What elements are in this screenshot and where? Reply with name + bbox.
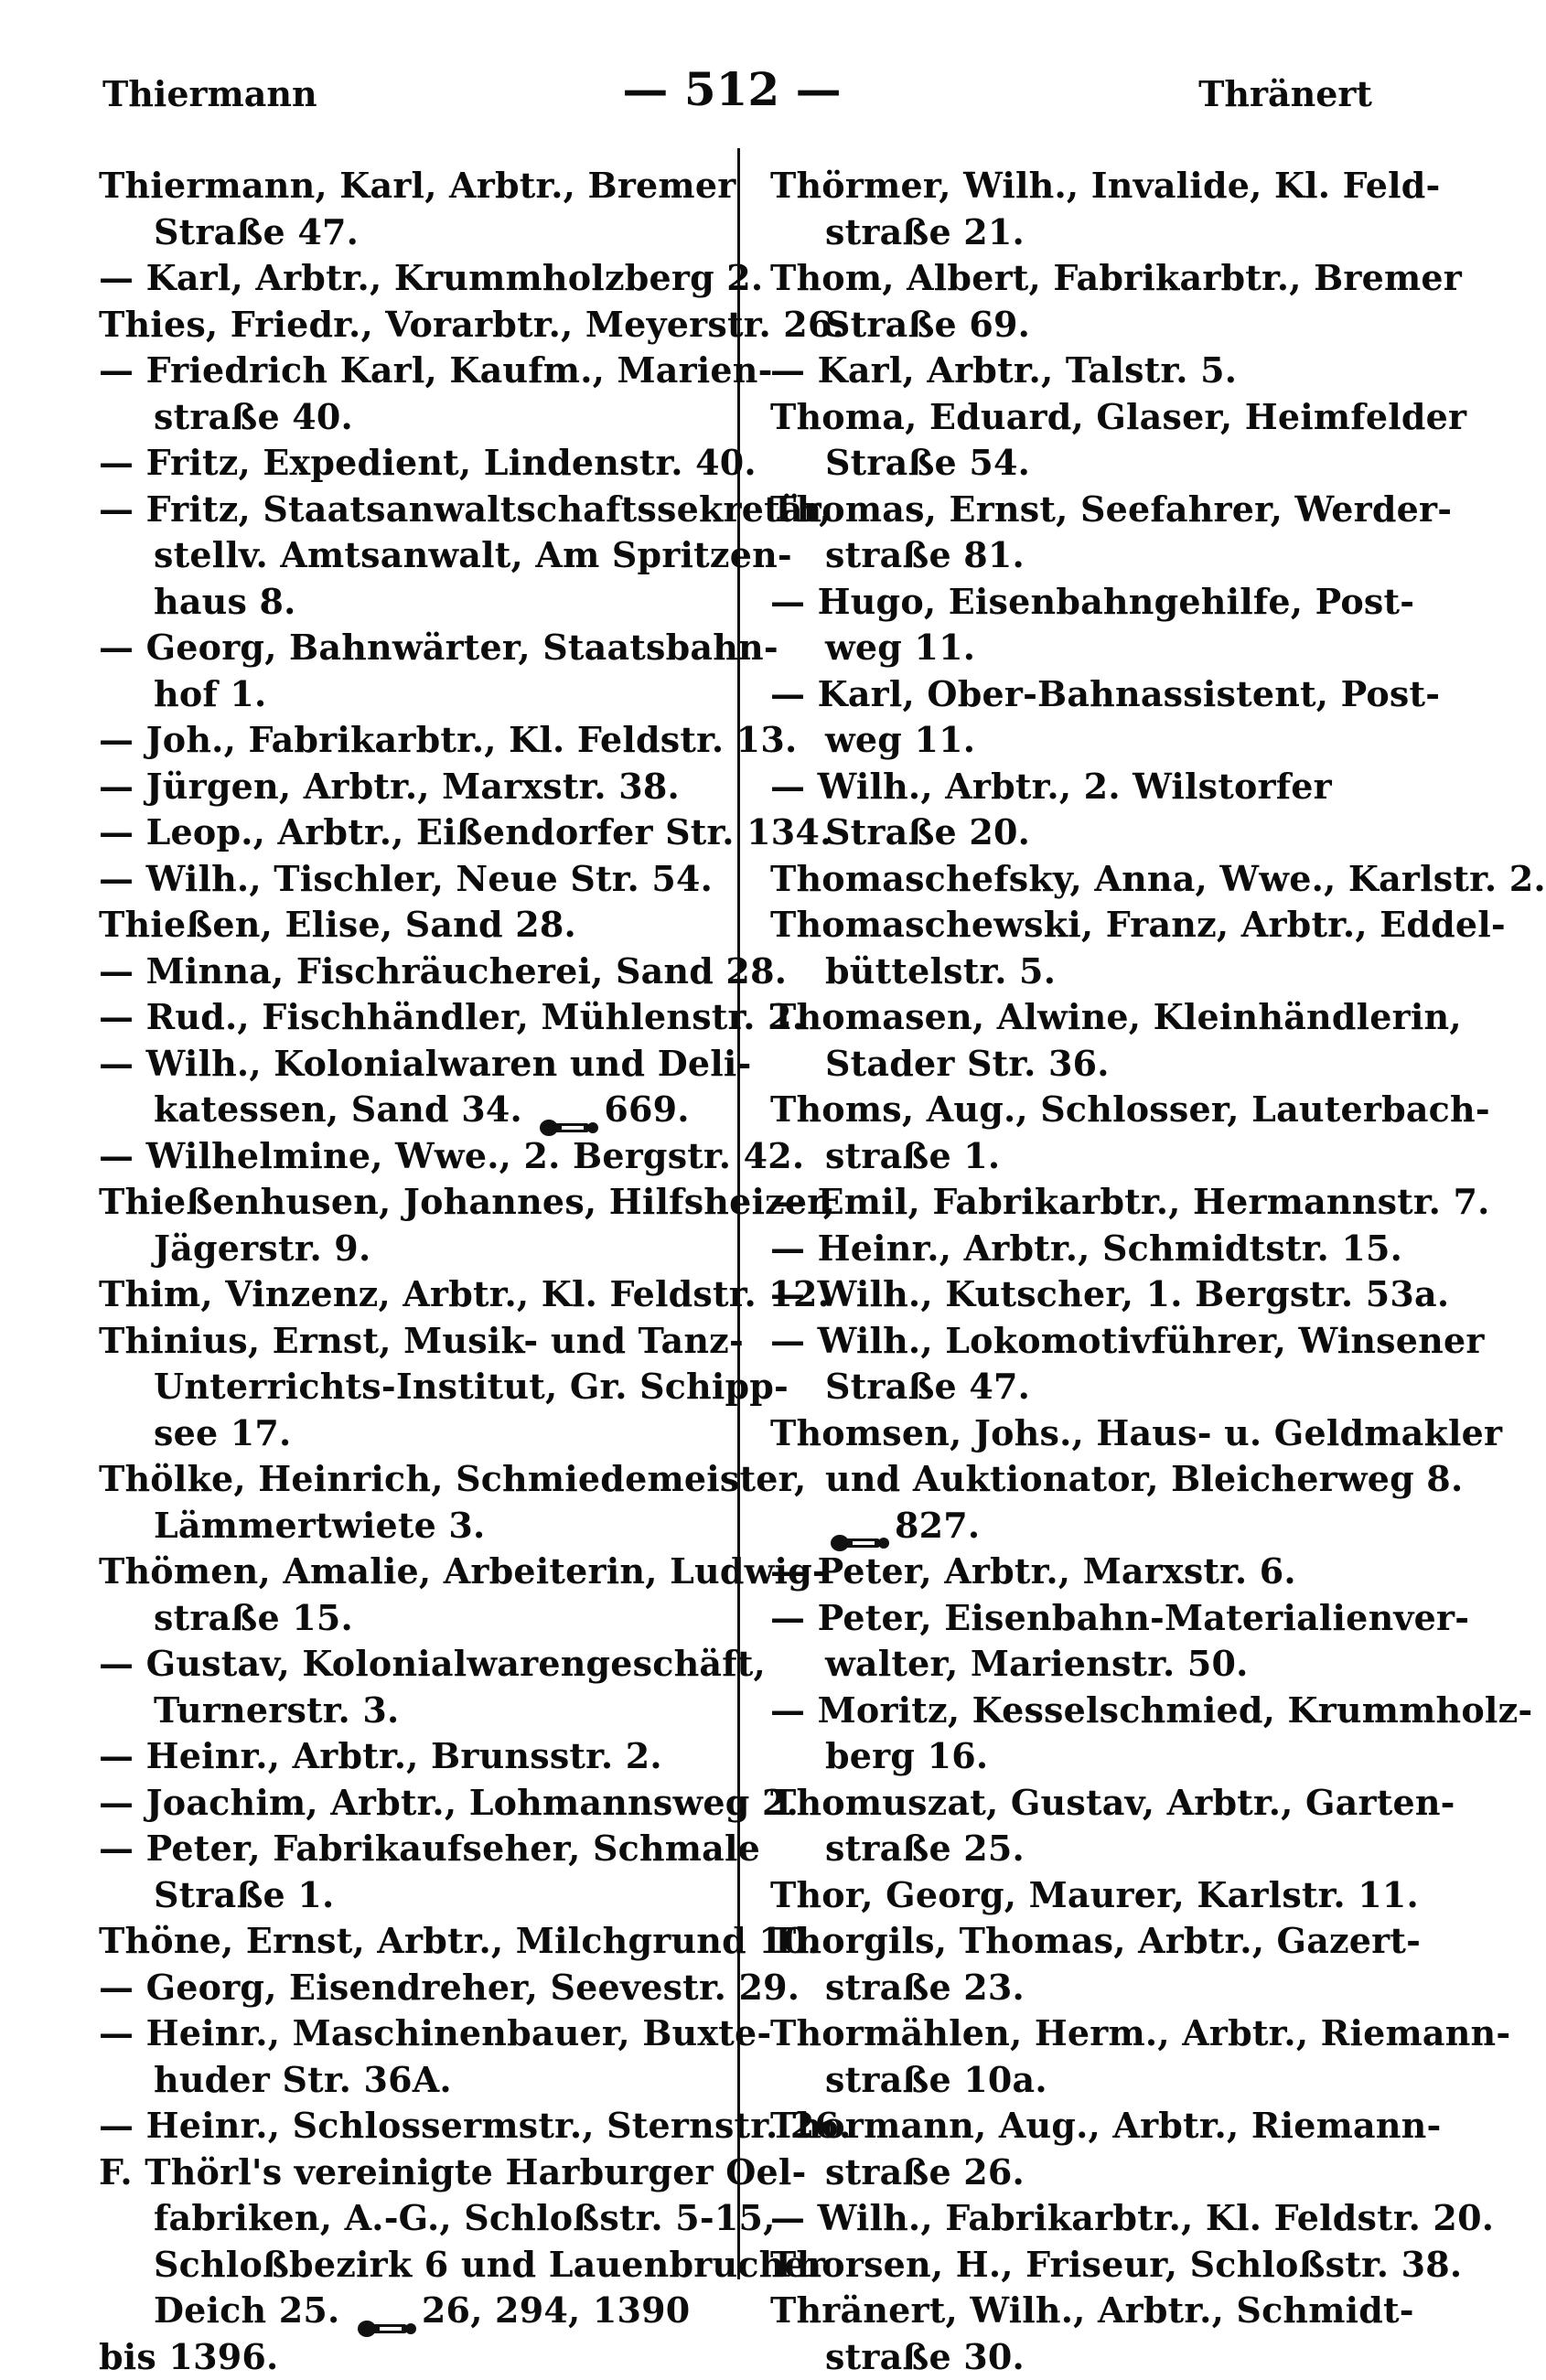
entry-line bbox=[770, 1179, 1422, 1226]
directory-entry bbox=[99, 1733, 730, 1780]
line-text: Thormann, Aug., Arbtr., Riemann- bbox=[770, 2105, 1441, 2146]
entry-line bbox=[770, 579, 1422, 626]
directory-entry bbox=[99, 1641, 730, 1733]
line-text: Deich 25. bbox=[154, 2289, 339, 2331]
directory-entry bbox=[99, 1318, 730, 1457]
entry-continuation bbox=[770, 809, 1422, 856]
entry-line bbox=[770, 255, 1422, 302]
line-text: — Georg, Eisendreher, Seevestr. 29. bbox=[99, 1967, 800, 2008]
line-text: — Gustav, Kolonialwarengeschäft, bbox=[99, 1643, 766, 1684]
directory-entry bbox=[770, 2010, 1422, 2103]
line-text: — Fritz, Expedient, Lindenstr. 40. bbox=[99, 442, 757, 483]
entry-line bbox=[99, 1318, 730, 1365]
entry-continuation bbox=[99, 1503, 730, 1549]
directory-entry bbox=[99, 1271, 730, 1318]
entry-continuation bbox=[770, 1733, 1422, 1780]
entry-continuation bbox=[770, 532, 1422, 579]
line-text: Thießenhusen, Johannes, Hilfsheizer, bbox=[99, 1181, 835, 1222]
directory-entry bbox=[770, 1595, 1422, 1688]
entry-line bbox=[99, 2103, 730, 2150]
line-text: Thömen, Amalie, Arbeiterin, Ludwig- bbox=[99, 1550, 827, 1592]
line-text: Schloßbezirk 6 und Lauenbrucher bbox=[154, 2244, 825, 2285]
entry-line bbox=[99, 1549, 730, 1595]
line-text: — Heinr., Maschinenbauer, Buxte- bbox=[99, 2012, 771, 2053]
entry-line bbox=[770, 671, 1422, 718]
phone-line bbox=[770, 1503, 1422, 1549]
directory-entry bbox=[99, 348, 730, 440]
entry-continuation bbox=[99, 394, 730, 441]
entry-line bbox=[770, 1318, 1422, 1365]
entry-continuation bbox=[770, 1641, 1422, 1688]
entry-continuation bbox=[770, 1364, 1422, 1410]
entry-line bbox=[770, 1595, 1422, 1642]
directory-entry bbox=[99, 2010, 730, 2103]
entry-line bbox=[770, 2103, 1422, 2150]
line-text: — Karl, Arbtr., Talstr. 5. bbox=[770, 349, 1237, 391]
directory-entry bbox=[770, 163, 1422, 255]
line-text: — Karl, Ober-Bahnassistent, Post- bbox=[770, 673, 1440, 714]
directory-entry bbox=[770, 2195, 1422, 2242]
line-text: straße 23. bbox=[825, 1967, 1025, 2008]
directory-entry bbox=[99, 2150, 730, 2380]
directory-entry bbox=[99, 1041, 730, 1133]
entry-line bbox=[99, 1179, 730, 1226]
line-text: Straße 1. bbox=[154, 1874, 334, 1915]
entry-line bbox=[770, 1918, 1422, 1965]
directory-entry bbox=[770, 1872, 1422, 1919]
entry-continuation bbox=[770, 2057, 1422, 2104]
line-text: stellv. Amtsanwalt, Am Spritzen- bbox=[154, 534, 792, 575]
line-text: straße 21. bbox=[825, 211, 1025, 252]
line-text: Thränert, Wilh., Arbtr., Schmidt- bbox=[770, 2289, 1414, 2331]
entry-line bbox=[99, 255, 730, 302]
directory-entry bbox=[770, 1780, 1422, 1872]
line-text: — Wilh., Kolonialwaren und Deli- bbox=[99, 1043, 751, 1084]
line-text: Thormählen, Herm., Arbtr., Riemann- bbox=[770, 2012, 1510, 2053]
entry-line bbox=[99, 1456, 730, 1503]
entry-line bbox=[770, 1872, 1422, 1919]
line-text: — Wilh., Tischler, Neue Str. 54. bbox=[99, 858, 713, 899]
line-text: weg 11. bbox=[825, 627, 975, 668]
line-text: — Leop., Arbtr., Eißendorfer Str. 134. bbox=[99, 811, 832, 852]
directory-entry bbox=[770, 1410, 1422, 1549]
entry-line bbox=[770, 394, 1422, 441]
entry-continuation bbox=[770, 209, 1422, 256]
line-text: — Karl, Arbtr., Krummholzberg 2. bbox=[99, 257, 763, 298]
entry-continuation bbox=[99, 1688, 730, 1734]
entry-continuation bbox=[99, 1872, 730, 1919]
line-text: Straße 20. bbox=[825, 811, 1030, 852]
line-text: — Wilh., Arbtr., 2. Wilstorfer bbox=[770, 766, 1332, 807]
entry-continuation bbox=[99, 2242, 730, 2289]
line-text: hof 1. bbox=[154, 673, 266, 714]
line-text: — Minna, Fischräucherei, Sand 28. bbox=[99, 950, 787, 992]
line-text: Thoms, Aug., Schlosser, Lauterbach- bbox=[770, 1088, 1490, 1130]
directory-entry bbox=[99, 625, 730, 717]
line-text: — Jürgen, Arbtr., Marxstr. 38. bbox=[99, 766, 680, 807]
entry-line bbox=[99, 440, 730, 487]
line-text: Thomaschefsky, Anna, Wwe., Karlstr. 2. bbox=[770, 858, 1546, 899]
entry-continuation bbox=[770, 1133, 1422, 1180]
line-text: — Rud., Fischhändler, Mühlenstr. 2. bbox=[99, 996, 804, 1037]
line-text: Thinius, Ernst, Musik- und Tanz- bbox=[99, 1320, 744, 1361]
directory-entry bbox=[770, 1688, 1422, 1780]
entry-continuation bbox=[770, 1826, 1422, 1872]
line-text: Thom, Albert, Fabrikarbtr., Bremer bbox=[770, 257, 1462, 298]
entry-line bbox=[99, 1826, 730, 1872]
entry-continuation bbox=[770, 302, 1422, 348]
directory-entry bbox=[99, 2103, 730, 2150]
entry-continuation bbox=[99, 1410, 730, 1457]
directory-entry bbox=[770, 1318, 1422, 1410]
line-text: — Hugo, Eisenbahngehilfe, Post- bbox=[770, 581, 1414, 622]
entry-line bbox=[99, 1965, 730, 2011]
entry-line bbox=[99, 856, 730, 903]
line-text: Jägerstr. 9. bbox=[154, 1228, 370, 1269]
phone-number: 26, 294, 1390 bbox=[422, 2289, 690, 2331]
phone-number: 669. bbox=[604, 1088, 689, 1130]
entry-line bbox=[770, 1226, 1422, 1272]
directory-entry bbox=[99, 255, 730, 302]
entry-continuation bbox=[770, 2334, 1422, 2380]
directory-entry bbox=[99, 440, 730, 487]
directory-entry bbox=[99, 902, 730, 949]
directory-entry bbox=[770, 1087, 1422, 1179]
entry-line bbox=[99, 163, 730, 209]
entry-continuation bbox=[99, 579, 730, 626]
phone-icon bbox=[356, 2304, 418, 2324]
line-text: F. Thörl's vereinigte Harburger Oel- bbox=[99, 2151, 807, 2192]
entry-line bbox=[99, 809, 730, 856]
directory-entry bbox=[770, 1549, 1422, 1595]
line-text: Thor, Georg, Maurer, Karlstr. 11. bbox=[770, 1874, 1419, 1915]
directory-entry bbox=[770, 348, 1422, 394]
line-text: straße 26. bbox=[825, 2151, 1025, 2192]
directory-entry bbox=[99, 994, 730, 1041]
page-header bbox=[0, 55, 1464, 119]
entry-line bbox=[99, 348, 730, 394]
entry-continuation bbox=[770, 1456, 1422, 1503]
line-text: — Wilh., Lokomotivführer, Winsener bbox=[770, 1320, 1485, 1361]
line-text: Thomuszat, Gustav, Arbtr., Garten- bbox=[770, 1782, 1455, 1823]
line-text: straße 25. bbox=[825, 1828, 1025, 1869]
entry-line bbox=[770, 2010, 1422, 2057]
directory-entry bbox=[99, 302, 730, 348]
directory-entry bbox=[770, 994, 1422, 1087]
phone-number: 827. bbox=[895, 1505, 980, 1546]
line-text: — Fritz, Staatsanwaltschaftssekretär, bbox=[99, 488, 832, 530]
entry-continuation bbox=[99, 671, 730, 718]
line-text: see 17. bbox=[154, 1412, 292, 1453]
line-text: — Heinr., Arbtr., Brunsstr. 2. bbox=[99, 1735, 662, 1776]
entry-continuation bbox=[770, 949, 1422, 995]
line-text: Thies, Friedr., Vorarbtr., Meyerstr. 26. bbox=[99, 304, 844, 345]
line-text: — Joh., Fabrikarbtr., Kl. Feldstr. 13. bbox=[99, 719, 797, 760]
line-text: Turnerstr. 3. bbox=[154, 1689, 399, 1731]
directory-entry bbox=[99, 487, 730, 626]
directory-entry bbox=[99, 1780, 730, 1827]
line-text: — Moritz, Kesselschmied, Krummholz- bbox=[770, 1689, 1532, 1731]
directory-entry bbox=[99, 1456, 730, 1549]
directory-entry bbox=[770, 856, 1422, 903]
entry-continuation bbox=[770, 440, 1422, 487]
line-text: — Friedrich Karl, Kaufm., Marien- bbox=[99, 349, 773, 391]
line-text: — Peter, Eisenbahn-Materialienver- bbox=[770, 1597, 1469, 1638]
line-text: — Peter, Arbtr., Marxstr. 6. bbox=[770, 1550, 1296, 1592]
entry-line bbox=[770, 1271, 1422, 1318]
entry-line bbox=[99, 2150, 730, 2196]
directory-entry bbox=[770, 671, 1422, 764]
line-text: und Auktionator, Bleicherweg 8. bbox=[825, 1458, 1463, 1499]
directory-entry bbox=[99, 1179, 730, 1271]
line-text: — Wilh., Kutscher, 1. Bergstr. 53a. bbox=[770, 1273, 1449, 1314]
entry-line bbox=[99, 625, 730, 671]
entry-line bbox=[99, 994, 730, 1041]
directory-entry bbox=[99, 163, 730, 255]
entry-line bbox=[770, 1688, 1422, 1734]
line-text: Straße 69. bbox=[825, 304, 1030, 345]
directory-entry bbox=[770, 2103, 1422, 2195]
entry-line bbox=[770, 1410, 1422, 1457]
line-text: fabriken, A.-G., Schloßstr. 5-15, bbox=[154, 2197, 776, 2238]
running-head-left: Thiermann bbox=[102, 73, 317, 114]
entry-line bbox=[99, 1133, 730, 1180]
line-text: — Heinr., Arbtr., Schmidtstr. 15. bbox=[770, 1228, 1402, 1269]
directory-entry bbox=[99, 809, 730, 856]
entry-line bbox=[99, 1780, 730, 1827]
line-text: walter, Marienstr. 50. bbox=[825, 1643, 1249, 1684]
directory-entry bbox=[770, 1271, 1422, 1318]
line-text: straße 81. bbox=[825, 534, 1025, 575]
entry-continuation bbox=[99, 2057, 730, 2104]
line-text: Thörmer, Wilh., Invalide, Kl. Feld- bbox=[770, 165, 1441, 206]
entry-line bbox=[770, 1780, 1422, 1827]
entry-line bbox=[99, 1641, 730, 1688]
directory-entry bbox=[770, 2288, 1422, 2380]
directory-entry bbox=[770, 1226, 1422, 1272]
line-text: Thölke, Heinrich, Schmiedemeister, bbox=[99, 1458, 806, 1499]
entry-line bbox=[99, 717, 730, 764]
right-column bbox=[770, 163, 1422, 2380]
directory-entry bbox=[99, 949, 730, 995]
line-text: Unterrichts-Institut, Gr. Schipp- bbox=[154, 1366, 789, 1407]
phone-icon bbox=[829, 1518, 891, 1538]
directory-entry bbox=[99, 1549, 730, 1641]
entry-line bbox=[770, 856, 1422, 903]
line-text: Straße 54. bbox=[825, 442, 1030, 483]
entry-continuation bbox=[770, 625, 1422, 671]
line-text: Thomas, Ernst, Seefahrer, Werder- bbox=[770, 488, 1452, 530]
entry-tail bbox=[99, 2334, 730, 2380]
directory-entry bbox=[770, 255, 1422, 348]
entry-line bbox=[770, 994, 1422, 1041]
entry-line bbox=[770, 764, 1422, 810]
entry-line bbox=[770, 902, 1422, 949]
entry-continuation bbox=[99, 2288, 730, 2334]
entry-continuation bbox=[99, 1595, 730, 1642]
line-text: straße 40. bbox=[154, 396, 353, 437]
entry-continuation bbox=[770, 717, 1422, 764]
directory-entry bbox=[99, 1965, 730, 2011]
entry-line bbox=[99, 764, 730, 810]
entry-continuation bbox=[99, 1364, 730, 1410]
line-text: Thoma, Eduard, Glaser, Heimfelder bbox=[770, 396, 1466, 437]
entry-line bbox=[99, 1041, 730, 1088]
entry-continuation bbox=[99, 209, 730, 256]
entry-line bbox=[770, 487, 1422, 533]
directory-entry bbox=[770, 902, 1422, 994]
line-text: Thorgils, Thomas, Arbtr., Gazert- bbox=[770, 1920, 1421, 1961]
directory-entry bbox=[770, 2242, 1422, 2289]
directory-entry bbox=[770, 394, 1422, 487]
directory-entry bbox=[99, 717, 730, 764]
line-text: bis 1396. bbox=[99, 2336, 278, 2377]
entry-line bbox=[770, 1087, 1422, 1133]
line-text: Thomaschewski, Franz, Arbtr., Eddel- bbox=[770, 904, 1506, 945]
line-text: straße 1. bbox=[825, 1135, 1000, 1176]
line-text: Thomasen, Alwine, Kleinhändlerin, bbox=[770, 996, 1462, 1037]
left-column bbox=[99, 163, 730, 2380]
entry-line bbox=[99, 302, 730, 348]
directory-entry bbox=[770, 1179, 1422, 1226]
entry-line bbox=[99, 2010, 730, 2057]
entry-line bbox=[99, 1733, 730, 1780]
entry-continuation bbox=[770, 1041, 1422, 1088]
directory-entry bbox=[99, 1918, 730, 1965]
phone-icon bbox=[538, 1103, 600, 1123]
directory-entry bbox=[99, 856, 730, 903]
directory-entry bbox=[770, 1918, 1422, 2010]
directory-entry bbox=[770, 487, 1422, 579]
entry-line bbox=[770, 2195, 1422, 2242]
running-head-right: Thränert bbox=[1198, 73, 1372, 114]
entry-line bbox=[770, 2288, 1422, 2334]
line-text: Thiermann, Karl, Arbtr., Bremer bbox=[99, 165, 735, 206]
entry-continuation bbox=[99, 532, 730, 579]
entry-line bbox=[99, 1271, 730, 1318]
entry-line bbox=[770, 348, 1422, 394]
line-text: — Heinr., Schlossermstr., Sternstr. 26. bbox=[99, 2105, 852, 2146]
entry-continuation bbox=[99, 2195, 730, 2242]
line-text: Stader Str. 36. bbox=[825, 1043, 1110, 1084]
line-text: — Georg, Bahnwärter, Staatsbahn- bbox=[99, 627, 778, 668]
line-text: — Wilh., Fabrikarbtr., Kl. Feldstr. 20. bbox=[770, 2197, 1494, 2238]
entry-continuation bbox=[99, 1226, 730, 1272]
line-text: Lämmertwiete 3. bbox=[154, 1505, 485, 1546]
directory-entry bbox=[99, 764, 730, 810]
entry-line bbox=[99, 487, 730, 533]
line-text: Straße 47. bbox=[154, 211, 359, 252]
line-text: Thöne, Ernst, Arbtr., Milchgrund 10. bbox=[99, 1920, 820, 1961]
line-text: weg 11. bbox=[825, 719, 975, 760]
line-text: büttelstr. 5. bbox=[825, 950, 1056, 992]
entry-line bbox=[99, 902, 730, 949]
line-text: Thorsen, H., Friseur, Schloßstr. 38. bbox=[770, 2244, 1462, 2285]
line-text: katessen, Sand 34. bbox=[154, 1088, 522, 1130]
directory-entry bbox=[770, 764, 1422, 856]
entry-line bbox=[99, 949, 730, 995]
line-text: Thim, Vinzenz, Arbtr., Kl. Feldstr. 12. bbox=[99, 1273, 830, 1314]
line-text: Straße 47. bbox=[825, 1366, 1030, 1407]
entry-continuation bbox=[770, 1965, 1422, 2011]
line-text: berg 16. bbox=[825, 1735, 988, 1776]
line-text: straße 15. bbox=[154, 1597, 353, 1638]
line-text: — Wilhelmine, Wwe., 2. Bergstr. 42. bbox=[99, 1135, 804, 1176]
line-text: — Joachim, Arbtr., Lohmannsweg 2. bbox=[99, 1782, 799, 1823]
entry-continuation bbox=[99, 1087, 730, 1133]
page-number: — 512 — bbox=[0, 62, 1464, 116]
entry-line bbox=[770, 163, 1422, 209]
directory-entry bbox=[99, 1133, 730, 1180]
directory-entry bbox=[770, 579, 1422, 671]
line-text: Thomsen, Johs., Haus- u. Geldmakler bbox=[770, 1412, 1502, 1453]
entry-line bbox=[99, 1918, 730, 1965]
line-text: Thießen, Elise, Sand 28. bbox=[99, 904, 576, 945]
line-text: — Emil, Fabrikarbtr., Hermannstr. 7. bbox=[770, 1181, 1490, 1222]
line-text: huder Str. 36A. bbox=[154, 2059, 452, 2100]
directory-entry bbox=[99, 1826, 730, 1918]
line-text: straße 10a. bbox=[825, 2059, 1047, 2100]
line-text: haus 8. bbox=[154, 581, 296, 622]
line-text: straße 30. bbox=[825, 2336, 1025, 2377]
entry-line bbox=[770, 1549, 1422, 1595]
line-text: — Peter, Fabrikaufseher, Schmale bbox=[99, 1828, 760, 1869]
entry-line bbox=[770, 2242, 1422, 2289]
entry-continuation bbox=[770, 2150, 1422, 2196]
